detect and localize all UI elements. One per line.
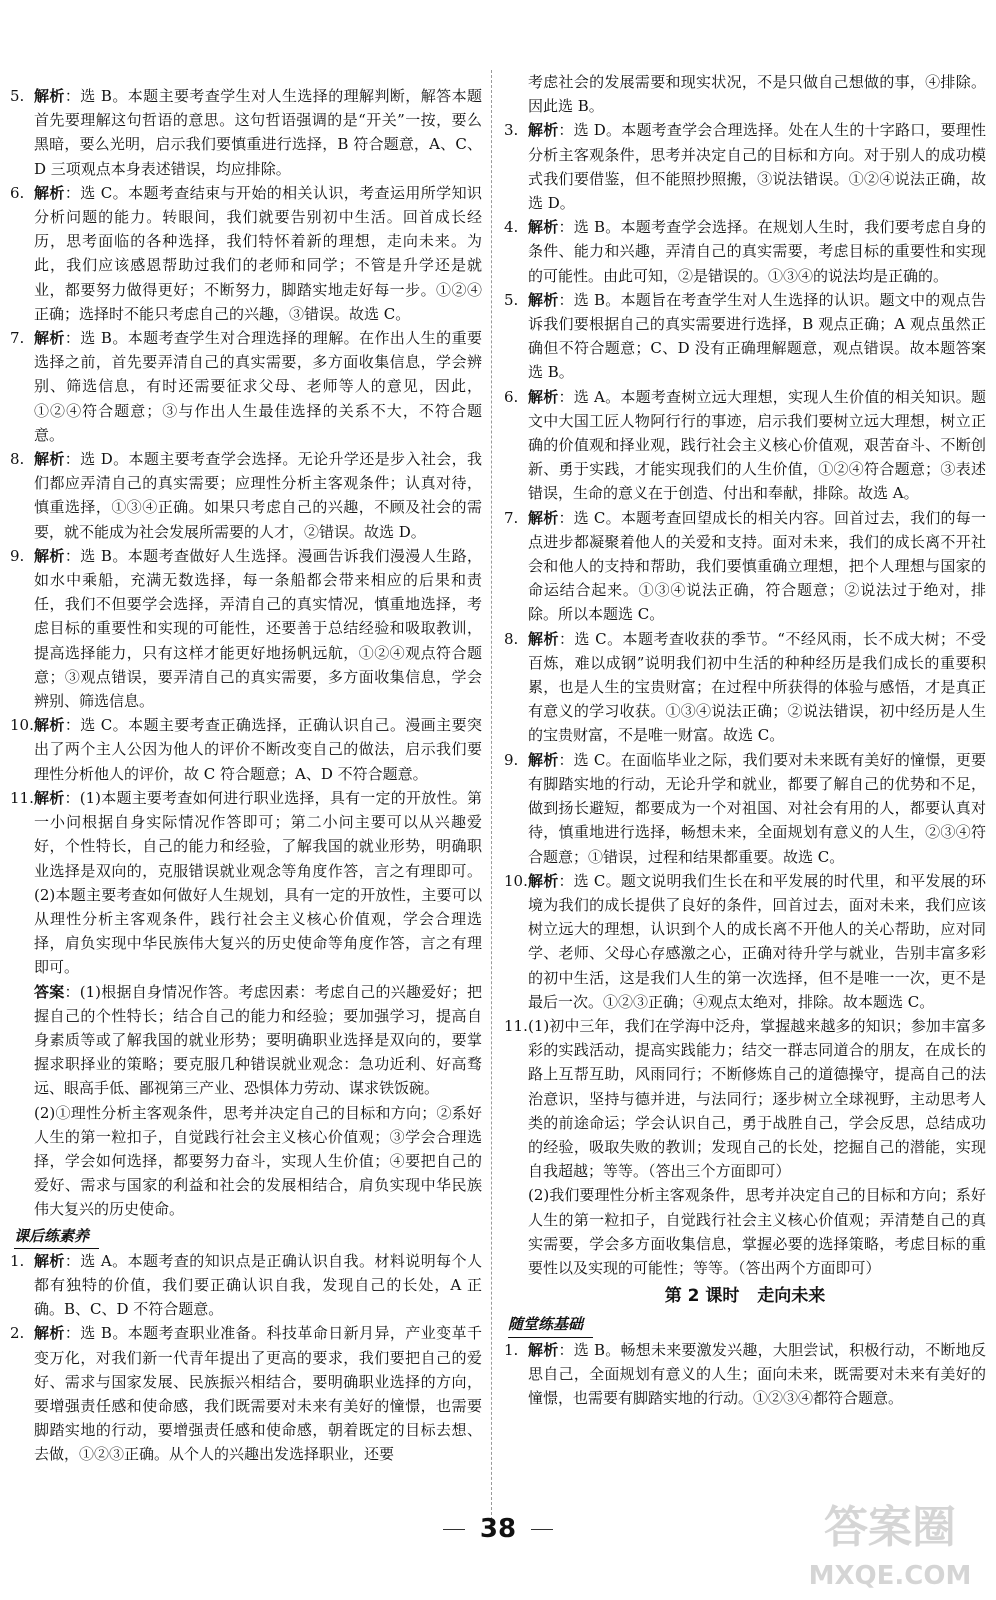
item-keyword: 解析 [528, 750, 559, 769]
answer-item [504, 748, 986, 869]
item-text: ：选 A。本题考查的知识点是正确认识自我。材料说明每个人都有独特的价值，我们要正确认识自我，发现自己的长处，A 正确。B、C、D 不符合题意。 [34, 1251, 482, 1319]
answer-item [10, 181, 482, 326]
answer-item [504, 118, 986, 215]
item-keyword: 解析 [528, 218, 559, 237]
footer-dash-right [531, 1529, 553, 1530]
item-keyword: 解析 [34, 329, 65, 348]
item-keyword: 解析 [528, 629, 559, 648]
item-keyword: 解析 [528, 387, 559, 406]
item-text: ：选 C。本题考查回望成长的相关内容。回首过去，我们的每一点进步都凝聚着他人的关爱和支持。面对未来，我们的成长离不开社会和他人的支持和帮助，我们要慎重确立理想，把个人理想与国家的命运结合起来。①③④说法正确，符合题意；②说法过于绝对，排除。所以本题选 C。 [528, 508, 986, 624]
answer-item [504, 385, 986, 506]
right-item-11-part-2: (2)我们要理性分析主客观条件，思考并决定自己的目标和方向；系好人生的第一粒扣子，自觉践行社会主义核心价值观；弄清楚自己的真实需要，学会多方面收集信息，掌握必要的选择策略，考虑目标的重要性以及实现的可能性；等等。（答出两个方面即可） [528, 1186, 986, 1277]
item-number: 9. [10, 546, 25, 565]
answer-item [10, 84, 482, 181]
item-number: 5. [504, 290, 519, 309]
watermark-url: MXQE.COM [808, 1561, 972, 1591]
item-keyword: 解析 [34, 450, 65, 469]
left-items [10, 84, 482, 980]
item-number: 9. [504, 750, 519, 769]
lesson-number: 第 2 课时 [664, 1286, 740, 1307]
answer-item [10, 786, 482, 980]
item-number: 6. [10, 183, 25, 202]
answer-item [10, 713, 482, 786]
answer-paragraph-2: (2)①理性分析主客观条件，思考并决定自己的目标和方向；②系好人生的第一粒扣子，自觉践行社会主义核心价值观；③学会合理选择，学会如何选择，都要努力奋斗，实现人生价值；④要把自己的爱好、需求与国家的利益和社会的发展相结合，肩负实现中华民族伟大复兴的历史使命。 [34, 1103, 482, 1219]
item-number: 10. [504, 871, 528, 890]
item-text: ：选 C。本题考查收获的季节。“不经风雨，长不成大树；不受百炼，难以成钢”说明我们初中生活的种种经历是我们成长的重要积累，也是人生的宝贵财富；在过程中所获得的体验与感悟，才是真正有意义的学习收获。①③④说法正确；②说法错误，初中经历是人生的宝贵财富，不是唯一财富。故选 C。 [528, 629, 986, 745]
answer-keyword: 答案 [34, 982, 65, 1001]
answer-item [504, 627, 986, 748]
item-keyword: 解析 [528, 290, 559, 309]
item-number: 8. [10, 450, 25, 469]
answer-item [504, 1338, 986, 1411]
answer-item [504, 288, 986, 385]
page-number: 38 [479, 1513, 517, 1544]
item-number: 7. [10, 329, 25, 348]
item-keyword: 解析 [34, 716, 65, 735]
item-number: 7. [504, 508, 519, 527]
answer-item [504, 1014, 986, 1183]
answer-item [504, 869, 986, 1014]
answer-item [10, 1249, 482, 1322]
lesson-name: 走向未来 [757, 1286, 826, 1307]
item-text: ：(1)本题主要考查如何进行职业选择，具有一定的开放性。第一小问根据自身实际情况作答即可；第二小问主要可以从兴趣爱好，个性特长，自己的能力和经验，了解我国的就业形势，明确职业选择是双向的，克服错误就业观念等角度作答，言之有理即可。(2)本题主要考查如何做好人生规划，具有一定的开放性，主要可以从理性分析主客观条件，践行社会主义核心价值观，学会合理选择，肩负实现中华民族伟大复兴的历史使命等角度作答，言之有理即可。 [34, 788, 482, 977]
answer-item [10, 447, 482, 544]
item-text: ：选 D。本题主要考查学会选择。无论升学还是步入社会，我们都应弄清自己的真实需要；应理性分析主客观条件；认真对待，慎重选择，①③④正确。如果只考虑自己的兴趣，不顾及社会的需要，就不能成为社会发展所需要的人才，②错误。故选 D。 [34, 450, 482, 541]
answer-paragraph-1 [10, 980, 482, 1101]
item-keyword: 解析 [34, 788, 65, 807]
item-number: 1. [10, 1251, 25, 1270]
answer-item [10, 1321, 482, 1466]
item-text: ：选 B。本题考查做好人生选择。漫画告诉我们漫漫人生路，如水中乘船，充满无数选择，每一条船都会带来相应的后果和责任，我们不但要学会选择，弄清自己的真实情况，慎重地选择，考虑目标的重要性和实现的可能性，还要善于总结经验和吸取教训，提高选择能力，只有这样才能更好地扬帆远航，①②④观点符合题意；③观点错误，要弄清自己的真实需要，多方面收集信息，学会辨别、筛选信息。 [34, 546, 482, 711]
item-text: ：选 B。本题主要考查学生对人生选择的理解判断，解答本题首先要理解这句哲语的意思。这句哲语强调的是“开关”一按，要么黑暗，要么光明，启示我们要慎重进行选择，B 符合题意，A、C、D 三项观点本身表述错误，均应排除。 [34, 87, 482, 178]
item-number: 10. [10, 716, 34, 735]
item-text: ：选 B。本题考查职业准备。科技革命日新月异，产业变革千变万化，对我们新一代青年提出了更高的要求，我们要把自己的爱好、需求与国家发展、民族振兴相结合，要明确职业选择的方向，要增强责任感和使命感，我们既需要对未来有美好的憧憬，也需要脚踏实地的行动，要增强责任感和使命感，朝着既定的目标去想、去做，①②③正确。从个人的兴趣出发选择职业，还要 [34, 1324, 482, 1464]
lesson-title [504, 1284, 986, 1308]
item-text: ：选 B。本题考查学生对合理选择的理解。在作出人生的重要选择之前，首先要弄清自己的真实需要，多方面收集信息，学会辨别、筛选信息，有时还需要征求父母、老师等人的意见，因此，①②④符合题意；③与作出人生最佳选择的关系不大，不符合题意。 [34, 329, 482, 444]
item-number: 2. [10, 1324, 25, 1343]
item-text: ：选 C。本题考查结束与开始的相关认识，考查运用所学知识分析问题的能力。转眼间，我们就要告别初中生活。回首成长经历，思考面临的各种选择，我们特怀着新的理想，走向未来。为此，我们应该感恩帮助过我们的老师和同学；不管是升学还是就业，都要努力做得更好；不断努力，脚踏实地走好每一步。①②④正确；选择时不能只考虑自己的兴趣，③错误。故选 C。 [34, 183, 482, 323]
answer-item [504, 215, 986, 288]
section-title-in-class: 随堂练基础 [508, 1312, 593, 1337]
item-number: 5. [10, 87, 25, 105]
item-keyword: 解析 [528, 871, 559, 890]
answer-text-1: ：(1)根据自身情况作答。考虑因素：考虑自己的兴趣爱好；把握自己的个性特长；结合自己的能力和经验；要加强学习，提高自身素质等或了解我国的就业形势；要明确职业选择是双向的，要掌握求职择业的策略；要克服几种错误就业观念：急功近利、好高骛远、眼高手低、鄙视第三产业、恐惧体力劳动、谋求铁饭碗。 [34, 982, 482, 1098]
item-keyword: 解析 [34, 87, 65, 105]
item-keyword: 解析 [528, 508, 559, 527]
item-text: ：选 B。畅想未来要激发兴趣，大胆尝试，积极行动，不断地反思自己，全面规划有意义的人生；面向未来，既需要对未来有美好的憧憬，也需要有脚踏实地的行动。①②③④都符合题意。 [528, 1340, 986, 1407]
answer-item [10, 326, 482, 447]
item-number: 1. [504, 1340, 519, 1359]
item-number: 8. [504, 629, 519, 648]
item-number: 4. [504, 218, 519, 237]
item-text: ：选 B。本题旨在考查学生对人生选择的认识。题文中的观点告诉我们要根据自己的真实需要进行选择，B 观点正确；A 观点虽然正确但不符合题意；C、D 没有正确理解题意，观点错误。故本题答案选 B。 [528, 290, 986, 382]
item-keyword: 解析 [528, 121, 559, 140]
watermark-title: 答案圈 [824, 1502, 956, 1553]
item-number: 6. [504, 387, 519, 406]
item-number: 11. [504, 1016, 528, 1035]
section-title-after-class: 课后练素养 [14, 1224, 99, 1249]
class-items [504, 1338, 986, 1411]
item-number: 11. [10, 788, 34, 807]
left-column [10, 84, 482, 1467]
item-keyword: 解析 [34, 1324, 65, 1343]
after-items [10, 1249, 482, 1467]
item-number: 3. [504, 121, 519, 140]
item-text: ：选 C。在面临毕业之际，我们要对未来既有美好的憧憬，更要有脚踏实地的行动，无论升学和就业，都要了解自己的优势和不足，做到扬长避短，都要成为一个对祖国、对社会有用的人，都要认真对待，慎重地进行选择，畅想未来，全面规划有意义的人生，②③④符合题意；①错误，过程和结果都重要。故选 C。 [528, 750, 986, 866]
watermark-logo [800, 1484, 980, 1594]
item-keyword: 解析 [34, 183, 65, 202]
item-keyword: 解析 [34, 1251, 65, 1270]
item-text: ：选 C。题文说明我们生长在和平发展的时代里，和平发展的环境为我们的成长提供了良好的条件，回首过去，面对未来，我们应该树立远大的理想，认识到个人的成长离不开他人的关心帮助，应对同学、老师、父母心存感激之心，正确对待升学与就业，告别丰富多彩的初中生活，这是我们人生的第一次选择，但不是唯一一次，更不是最后一次。①②③正确；④观点太绝对，排除。故本题选 C。 [528, 871, 986, 1011]
right-items [504, 118, 986, 1183]
item-text: ：选 B。本题考查学会选择。在规划人生时，我们要考虑自身的条件、能力和兴趣，弄清自己的真实需要，考虑目标的重要性和实现的可能性。由此可知，②是错误的。①③④的说法均是正确的。 [528, 218, 986, 285]
item-text: (1)初中三年，我们在学海中泛舟，掌握越来越多的知识；参加丰富多彩的实践活动，提高实践能力；结交一群志同道合的朋友，在成长的路上互帮互助，风雨同行；不断修炼自己的道德操守，提高自己的法治意识，坚持与德并进，与法同行；逐步树立全球视野，主动思考人类的前途命运；学会认识自己，勇于战胜自己，学会反思，总结成功的经验，吸取失败的教训；发现自己的长处，挖掘自己的潜能，实现自我超越；等等。（答出三个方面即可） [528, 1016, 986, 1181]
item-text: ：选 C。本题主要考查正确选择，正确认识自己。漫画主要突出了两个主人公因为他人的评价不断改变自己的做法，启示我们要理性分析他人的评价，故 C 符合题意；A、D 不符合题意。 [34, 716, 482, 783]
right-column [504, 70, 986, 1410]
item-keyword: 解析 [528, 1340, 559, 1359]
answer-item [504, 506, 986, 627]
right-continuation: 考虑社会的发展需要和现实状况，不是只做自己想做的事，④排除。因此选 B。 [528, 73, 986, 116]
column-divider [491, 70, 493, 1530]
item-text: ：选 A。本题考查树立远大理想，实现人生价值的相关知识。题文中大国工匠人物阿行行的事迹，启示我们要树立远大理想，树立正确的价值观和择业观，践行社会主义核心价值观，艰苦奋斗、不断创新、勇于实践，才能实现我们的人生价值，①②④符合题意；③表述错误，生命的意义在于创造、付出和奉献，排除。故选 A。 [528, 387, 986, 503]
footer-dash-left [443, 1529, 465, 1530]
item-text: ：选 D。本题考查学会合理选择。处在人生的十字路口，要理性分析主客观条件，思考并决定自己的目标和方向。对于别人的成功模式我们要借鉴，但不能照抄照搬，③说法错误。①②④说法正确，故选 D。 [528, 121, 986, 213]
answer-item [10, 544, 482, 713]
item-keyword: 解析 [34, 546, 65, 565]
